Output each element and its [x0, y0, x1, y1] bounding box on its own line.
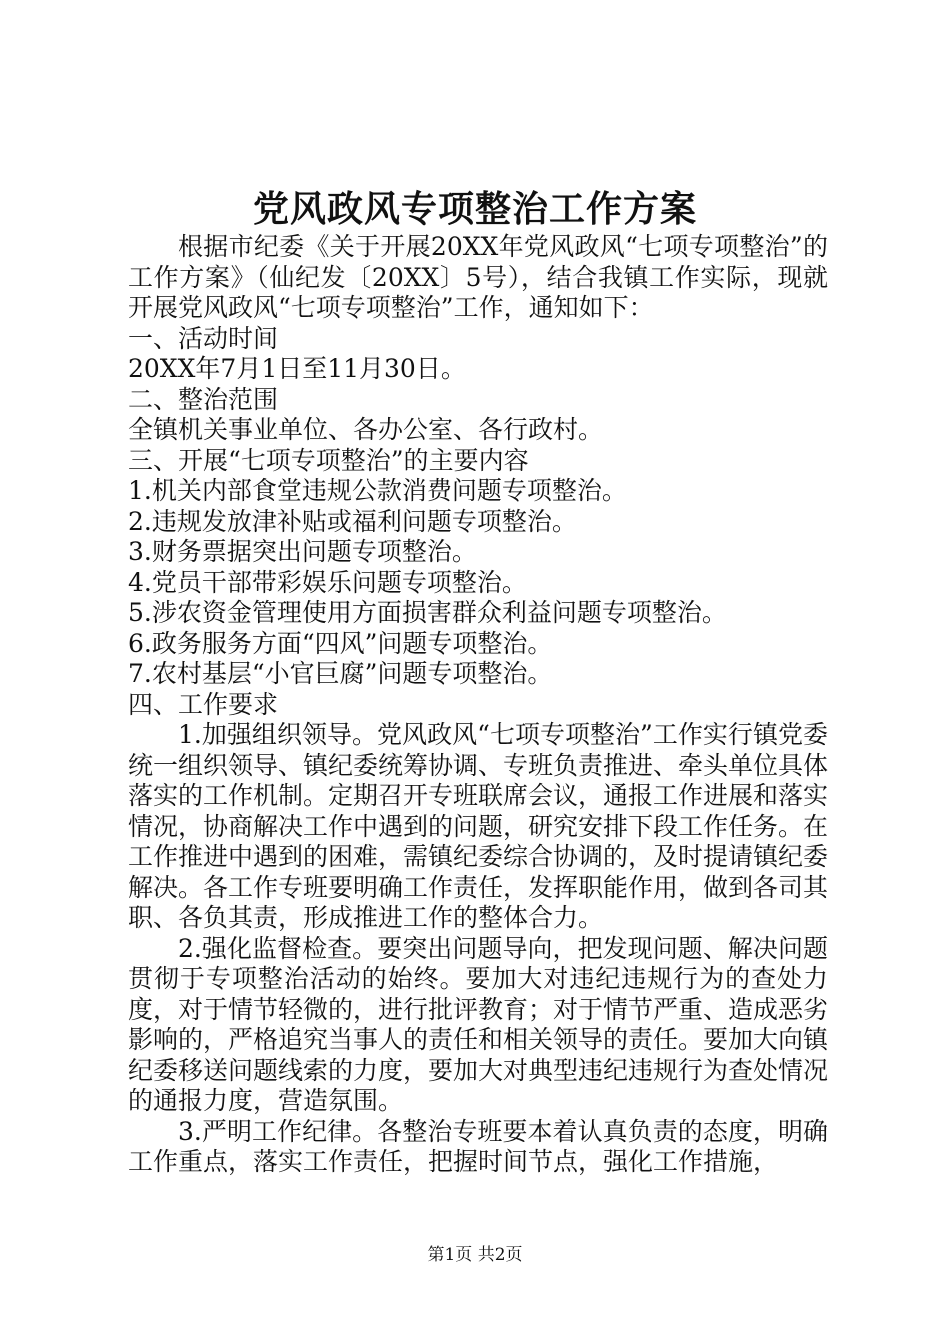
requirement-paragraph: 2.强化监督检查。要突出问题导向，把发现问题、解决问题贯彻于专项整治活动的始终。要加大对违纪违规行为的查处力度，对于情节轻微的，进行批评教育；对于情节严重、造成恶劣影响的，严格追究当事人的责任和相关领导的责任。要加大向镇纪委移送问题线索的力度，要加大对典型违纪违规行为查处情况的通报力度，营造氛围。 [128, 933, 829, 1115]
page-footer: 第1页 共2页 [427, 1245, 523, 1265]
list-item: 1.机关内部食堂违规公款消费问题专项整治。 [128, 476, 627, 505]
requirement-paragraph: 1.加强组织领导。党风政风“七项专项整治”工作实行镇党委统一组织领导、镇纪委统筹协调、专班负责推进、牵头单位具体落实的工作机制。定期召开专班联席会议，通报工作进展和落实情况，协商解决工作中遇到的问题，研究安排下段工作任务。在工作推进中遇到的困难，需镇纪委综合协调的，及时提请镇纪委解决。各工作专班要明确工作责任，发挥职能作用，做到各司其职、各负其责，形成推进工作的整体合力。 [128, 720, 829, 932]
list-item: 4.党员干部带彩娱乐问题专项整治。 [128, 567, 527, 597]
list-item: 6.政务服务方面“四风”问题专项整治。 [128, 628, 553, 658]
section-text-scope: 全镇机关事业单位、各办公室、各行政村。 [128, 415, 604, 444]
section-heading-time: 一、活动时间 [128, 323, 279, 353]
list-item: 3.财务票据突出问题专项整治。 [128, 537, 477, 566]
section-heading-content: 三、开展“七项专项整治”的主要内容 [128, 445, 529, 475]
section-heading-scope: 二、整治范围 [128, 384, 279, 414]
document-body [128, 232, 828, 1178]
section-heading-requirements: 四、工作要求 [128, 689, 279, 719]
list-item: 2.违规发放津补贴或福利问题专项整治。 [128, 506, 577, 536]
list-item: 7.农村基层“小官巨腐”问题专项整治。 [128, 659, 553, 688]
section-text-time: 20XX年7月1日至11月30日。 [128, 354, 466, 383]
document-title: 党风政风专项整治工作方案 [252, 188, 697, 230]
requirement-paragraph: 3.严明工作纪律。各整治专班要本着认真负责的态度，明确工作重点，落实工作责任，把握时间节点，强化工作措施， [128, 1116, 828, 1176]
intro-paragraph: 根据市纪委《关于开展20XX年党风政风“七项专项整治”的工作方案》（仙纪发〔20XX〕5号），结合我镇工作实际，现就开展党风政风“七项专项整治”工作，通知如下： [128, 232, 828, 322]
list-item: 5.涉农资金管理使用方面损害群众利益问题专项整治。 [128, 598, 727, 627]
